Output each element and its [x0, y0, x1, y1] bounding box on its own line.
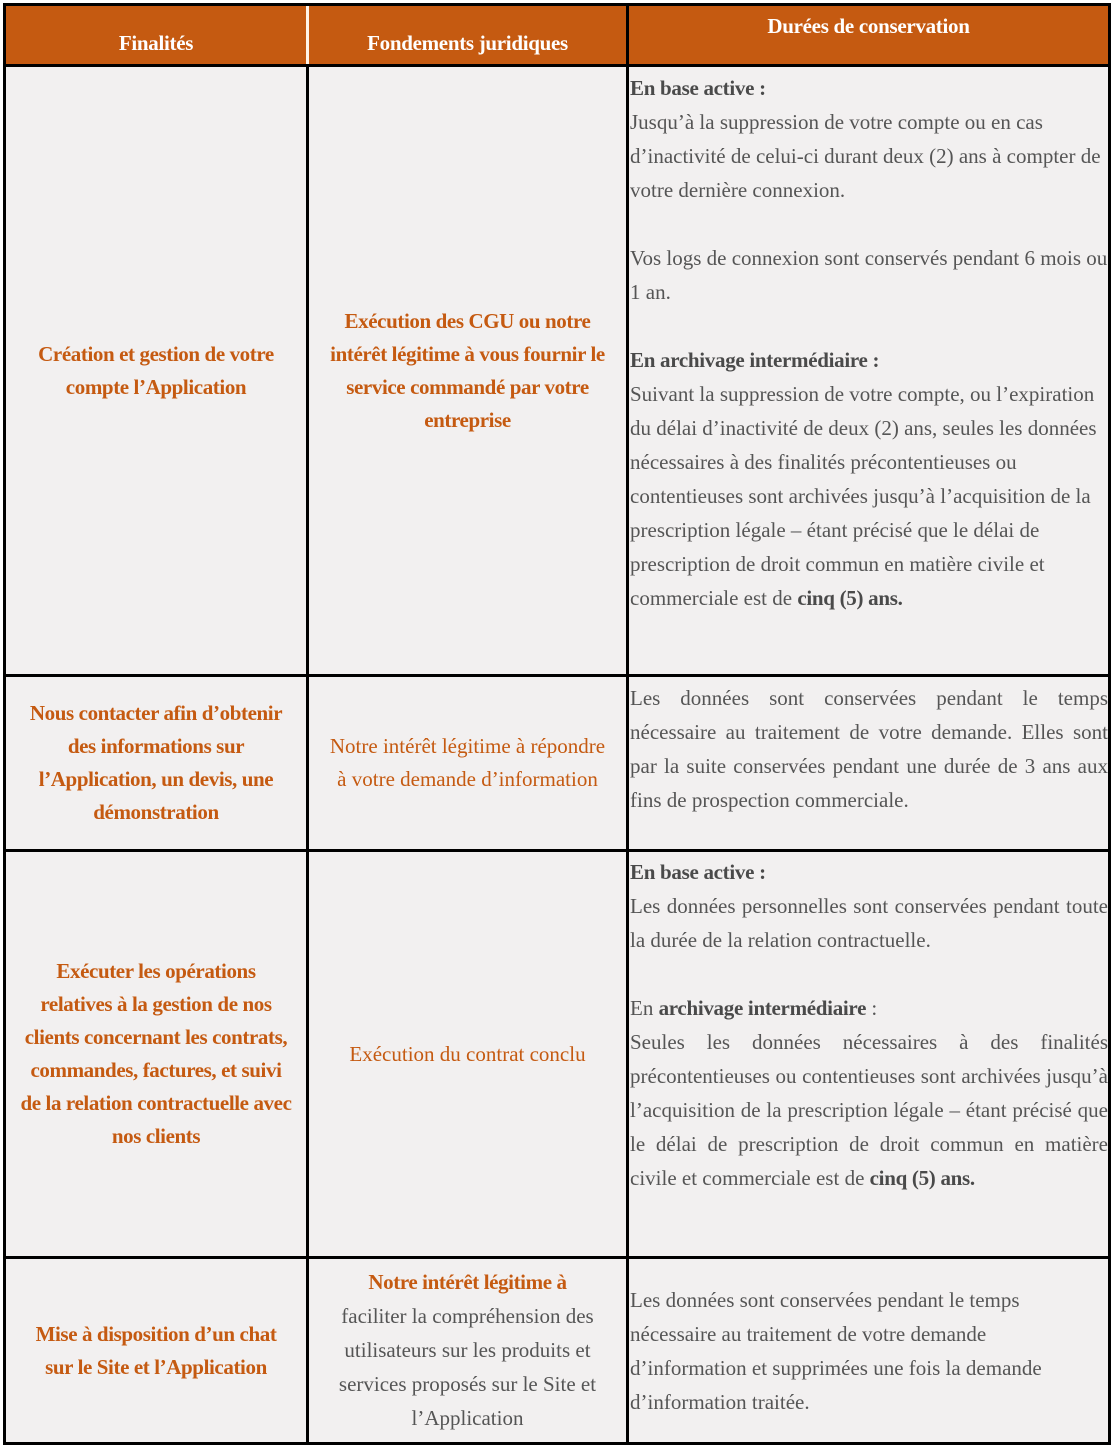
fondement-text: Exécution du contrat conclu [349, 1041, 586, 1066]
data-retention-table [3, 3, 1111, 1445]
archive-label: archivage intermédiaire [658, 996, 867, 1020]
active-text: Les données personnelles sont conservées pendant toute la durée de la relation contractuelle. [630, 894, 1108, 952]
table-row [3, 67, 1111, 677]
cell-duree [629, 677, 1108, 849]
cell-finalite [6, 852, 306, 1256]
table-header [3, 3, 1111, 67]
finalite-text: Nous contacter afin d’obtenir des informations sur l’Application, un devis, une démonstration [29, 701, 283, 824]
active-label: En base active : [630, 76, 766, 100]
duree-text: Les données sont conservées pendant le temps nécessaire au traitement de votre demande d’information et supprimées une fois la demande d’information traitée. [630, 1287, 1042, 1414]
fondement-text: Exécution des CGU ou notre intérêt légitime à vous fournir le service commandé par votre entreprise [330, 308, 605, 432]
archive-prefix: En [630, 996, 654, 1020]
finalite-text: Mise à disposition d’un chat sur le Site et l’Application [35, 1321, 277, 1379]
archive-text [630, 377, 1108, 615]
active-label: En base active : [630, 860, 766, 884]
fondement-rest: faciliter la compréhension des utilisateurs sur les produits et services proposés sur le Site et l’Application [338, 1304, 597, 1430]
logs-text: Vos logs de connexion sont conservés pendant 6 mois ou 1 an. [630, 246, 1108, 304]
finalite-text: Création et gestion de votre compte l’Application [38, 341, 274, 399]
header-fondements: Fondements juridiques [367, 30, 568, 55]
cell-finalite [6, 1259, 306, 1442]
archive-body: Seules les données nécessaires à des finalités précontentieuses ou contentieuses sont archivées jusqu’à l’acquisition de la prescription légale – étant précisé que le délai de prescription de droit commun en matière civile et commerciale est de [630, 1030, 1108, 1190]
cell-fondement [309, 852, 626, 1256]
archive-duration: cinq (5) ans. [869, 1166, 975, 1190]
archive-body: Suivant la suppression de votre compte, ou l’expiration du délai d’inactivité de deux (2) ans, seules les données nécessaires à des finalités précontentieuses ou contentieuses sont archivées jusqu’à l’acquisition de la prescription légale – étant précisé que le délai de prescription de droit commun en matière civile et commerciale est de [630, 382, 1097, 610]
archive-duration: cinq (5) ans. [797, 586, 903, 610]
cell-finalite [6, 67, 306, 674]
archive-suffix: : [866, 996, 878, 1020]
cell-fondement [309, 677, 626, 849]
fondement-bold: Notre intérêt légitime à [368, 1270, 567, 1294]
header-finalites: Finalités [118, 30, 194, 55]
finalite-text: Exécuter les opérations relatives à la gestion de nos clients concernant les contrats, commandes, factures, et suivi de la relation contractuelle avec nos clients [20, 959, 292, 1148]
active-text: Jusqu’à la suppression de votre compte ou en cas d’inactivité de celui-ci durant deux (2) ans à compter de votre dernière connexion. [630, 110, 1101, 202]
table-row [3, 852, 1111, 1259]
cell-fondement [309, 1259, 626, 1442]
archive-text [630, 1025, 1108, 1195]
archive-heading [630, 991, 1108, 1025]
archive-label: En archivage intermédiaire : [630, 348, 880, 372]
table-row [3, 677, 1111, 852]
cell-finalite [6, 677, 306, 849]
cell-duree [629, 67, 1108, 674]
cell-fondement [309, 67, 626, 674]
header-durees: Durées de conservation [767, 14, 970, 38]
fondement-text: Notre intérêt légitime à répondre à votre demande d’information [329, 734, 606, 791]
cell-duree [629, 1259, 1108, 1442]
cell-duree [629, 852, 1108, 1256]
table-row [3, 1259, 1111, 1445]
duree-text: Les données sont conservées pendant le temps nécessaire au traitement de votre demande. Elles sont par la suite conservées pendant une durée de 3 ans aux fins de prospection commerciale. [630, 686, 1108, 812]
